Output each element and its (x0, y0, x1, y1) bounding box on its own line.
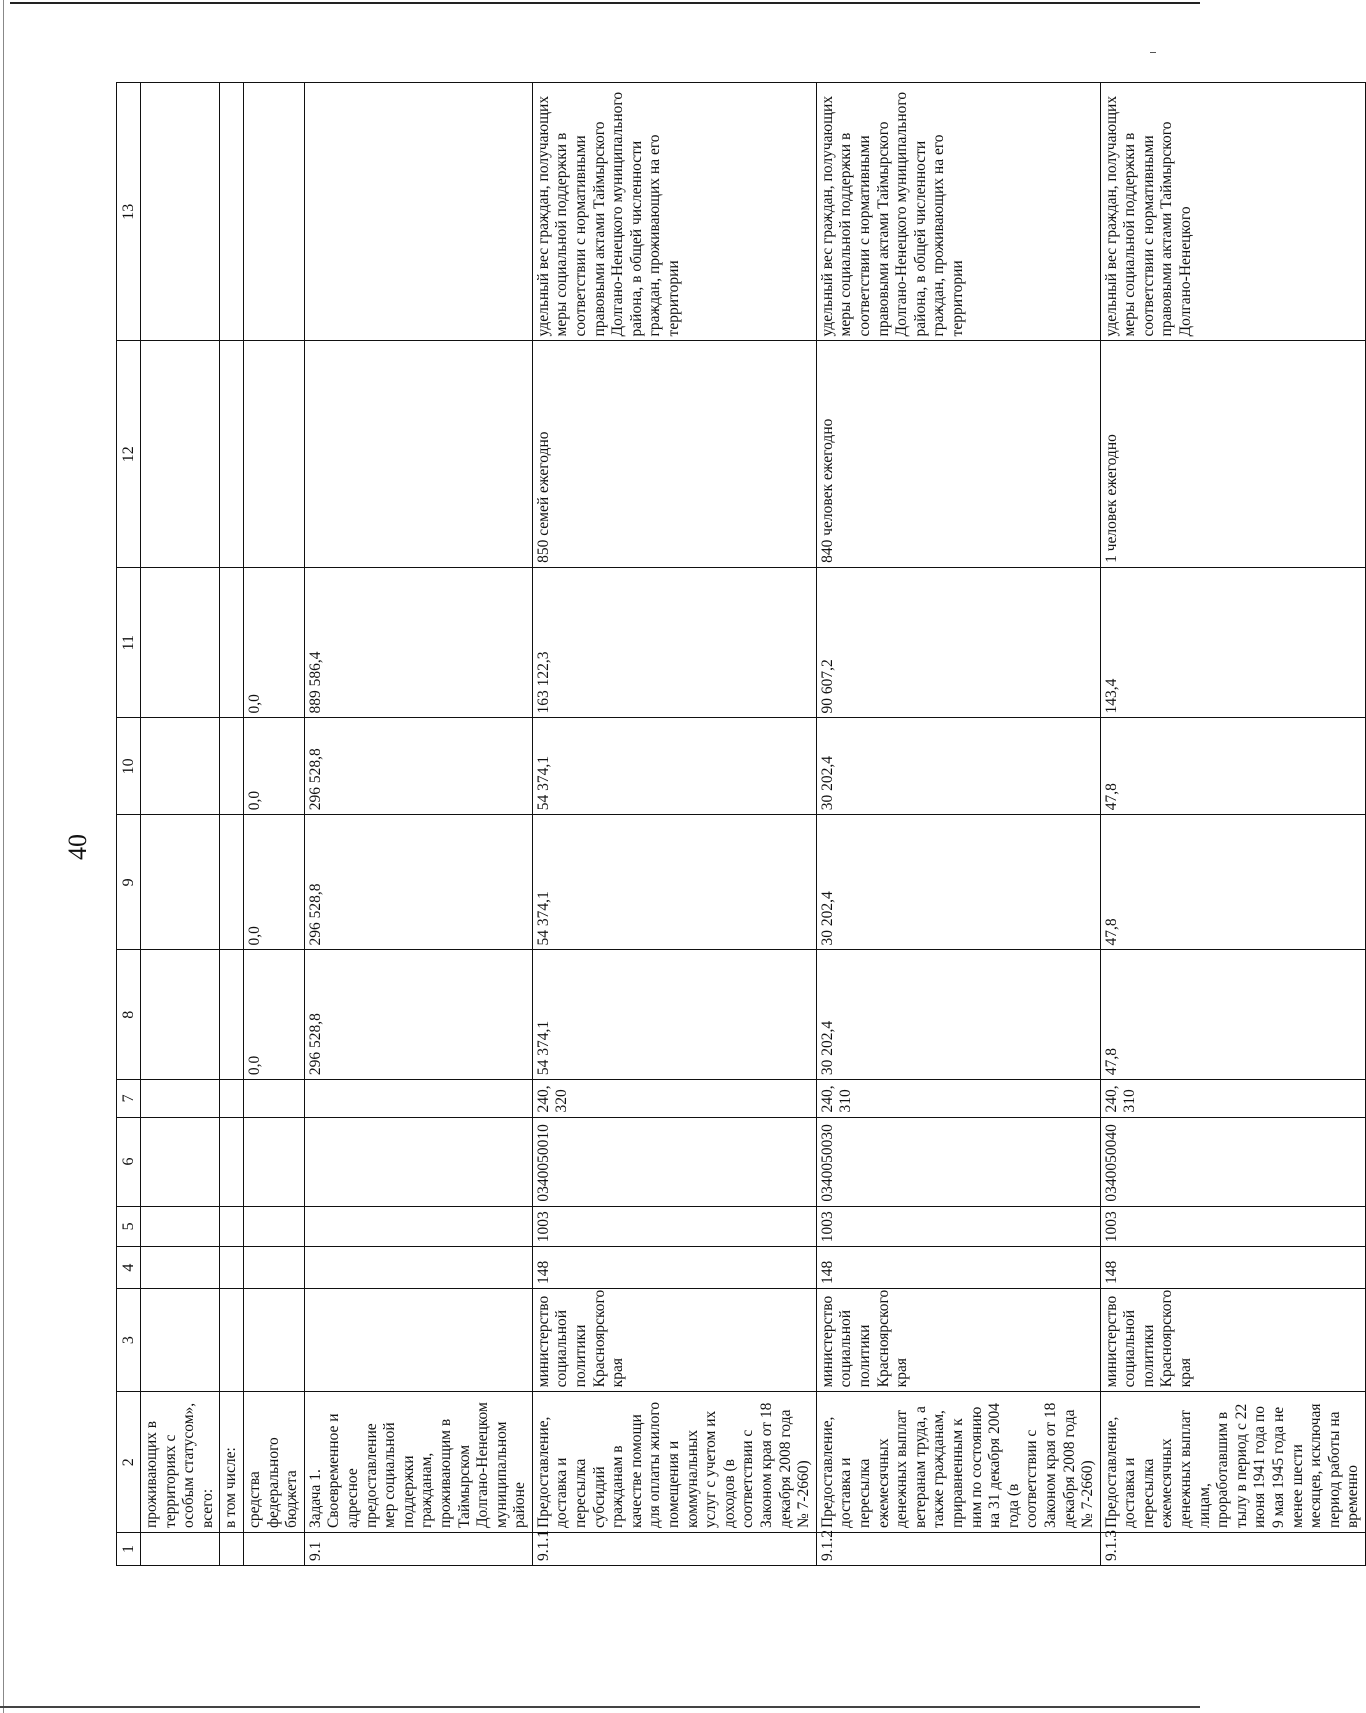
cell-number: 9.1.3 (1100, 1533, 1365, 1566)
table-row (532, 83, 816, 1566)
cell-csr: 0340050030 (816, 1117, 1100, 1206)
cell-value-10 (141, 718, 220, 815)
cell-executor (243, 1289, 304, 1392)
cell-result (220, 341, 244, 567)
cell-value-10: 47,8 (1100, 718, 1365, 815)
cell-value-9: 0,0 (243, 815, 304, 950)
cell-indicator: удельный вес граждан, получающих меры социальной поддержки в соответствии с нормативными правовыми актами Таймырского Долгано-Ненецкого муниципального района, в общей численности граждан, проживающих на его территории (532, 83, 816, 341)
cell-indicator (141, 83, 220, 341)
cell-total: 0,0 (243, 567, 304, 718)
cell-csr: 0340050010 (532, 1117, 816, 1206)
cell-indicator: удельный вес граждан, получающих меры социальной поддержки в соответствии с нормативными правовыми актами Таймырского Долгано-Ненецкого муниципального района, в общей численности граждан, проживающих на его территории (816, 83, 1100, 341)
cell-rzpr (243, 1206, 304, 1247)
cell-value-8: 296 528,8 (304, 950, 532, 1080)
cell-result (243, 341, 304, 567)
header-cell: 5 (117, 1206, 141, 1247)
cell-description: проживающих в территориях с особым статусом», всего: (141, 1392, 220, 1533)
cell-value-9: 30 202,4 (816, 815, 1100, 950)
cell-total: 90 607,2 (816, 567, 1100, 718)
cell-indicator (243, 83, 304, 341)
table-row (816, 83, 1100, 1566)
header-cell: 6 (117, 1117, 141, 1206)
cell-csr (243, 1117, 304, 1206)
rotated-table-container (116, 82, 1362, 1566)
cell-csr: 0340050040 (1100, 1117, 1365, 1206)
cell-vr: 240, 320 (532, 1080, 816, 1117)
cell-vr (220, 1080, 244, 1117)
cell-value-10: 30 202,4 (816, 718, 1100, 815)
page-number: 40 (63, 834, 92, 860)
cell-result: 1 человек ежегодно (1100, 341, 1365, 567)
header-cell: 3 (117, 1289, 141, 1392)
scan-edge-top (10, 2, 1200, 4)
scan-edge-bottom (0, 1706, 1200, 1708)
cell-value-8: 30 202,4 (816, 950, 1100, 1080)
cell-rzpr: 1003 (1100, 1206, 1365, 1247)
cell-rzpr: 1003 (532, 1206, 816, 1247)
header-row (117, 83, 141, 1566)
cell-description: средства федерального бюджета (243, 1392, 304, 1533)
cell-value-10 (220, 718, 244, 815)
header-cell: 10 (117, 718, 141, 815)
cell-value-10: 54 374,1 (532, 718, 816, 815)
header-cell: 1 (117, 1533, 141, 1566)
cell-value-8 (220, 950, 244, 1080)
header-cell: 8 (117, 950, 141, 1080)
cell-rzpr: 1003 (816, 1206, 1100, 1247)
header-cell: 7 (117, 1080, 141, 1117)
cell-total (220, 567, 244, 718)
header-cell: 9 (117, 815, 141, 950)
program-table (116, 82, 1366, 1566)
cell-value-9: 47,8 (1100, 815, 1365, 950)
cell-executor (141, 1289, 220, 1392)
header-cell: 12 (117, 341, 141, 567)
cell-value-8: 47,8 (1100, 950, 1365, 1080)
cell-grbs (220, 1247, 244, 1289)
cell-number (220, 1533, 244, 1566)
cell-executor: министерство социальной политики Красноярского края (1100, 1289, 1365, 1392)
table-row (220, 83, 244, 1566)
cell-description: Предоставление, доставка и пересылка ежемесячных денежных выплат ветеранам труда, а также гражданам, приравненным к ним по состоянию на 31 декабря 2004 года (в соответствии с Законом края от 18 декабря 2008 года № 7-2660) (816, 1392, 1100, 1533)
header-cell: 4 (117, 1247, 141, 1289)
cell-grbs: 148 (1100, 1247, 1365, 1289)
cell-description: Задача 1. Своевременное и адресное предоставление мер социальной поддержки гражданам, проживающим в Таймырском Долгано-Ненецком муниципальном районе (304, 1392, 532, 1533)
cell-indicator: удельный вес граждан, получающих меры социальной поддержки в соответствии с нормативными правовыми актами Таймырского Долгано-Ненецкого (1100, 83, 1365, 341)
cell-rzpr (141, 1206, 220, 1247)
cell-result: 850 семей ежегодно (532, 341, 816, 567)
cell-number: 9.1.2 (816, 1533, 1100, 1566)
cell-total (141, 567, 220, 718)
cell-value-9: 54 374,1 (532, 815, 816, 950)
cell-description: Предоставление, доставка и пересылка ежемесячных денежных выплат лицам, проработавшим в тылу в период с 22 июня 1941 года по 9 мая 1945 года не менее шести месяцев, исключая период работы на временно (1100, 1392, 1365, 1533)
cell-value-8: 54 374,1 (532, 950, 816, 1080)
scan-speck (1150, 52, 1156, 53)
cell-vr: 240, 310 (1100, 1080, 1365, 1117)
cell-grbs: 148 (532, 1247, 816, 1289)
header-cell: 13 (117, 83, 141, 341)
scan-edge-left (3, 0, 4, 1713)
cell-grbs (304, 1247, 532, 1289)
cell-executor (304, 1289, 532, 1392)
cell-value-9: 296 528,8 (304, 815, 532, 950)
cell-value-10: 296 528,8 (304, 718, 532, 815)
cell-vr (304, 1080, 532, 1117)
cell-value-9 (141, 815, 220, 950)
cell-description: Предоставление, доставка и пересылка субсидий гражданам в качестве помощи для оплаты жилого помещения и коммунальных услуг с учетом их доходов (в соответствии с Законом края от 18 декабря 2008 года № 7-2660) (532, 1392, 816, 1533)
cell-indicator (220, 83, 244, 341)
cell-value-9 (220, 815, 244, 950)
header-cell: 11 (117, 567, 141, 718)
cell-value-8 (141, 950, 220, 1080)
cell-number (141, 1533, 220, 1566)
cell-value-8: 0,0 (243, 950, 304, 1080)
cell-rzpr (220, 1206, 244, 1247)
cell-grbs (243, 1247, 304, 1289)
cell-rzpr (304, 1206, 532, 1247)
cell-csr (304, 1117, 532, 1206)
cell-number (243, 1533, 304, 1566)
cell-executor: министерство социальной политики Красноярского края (816, 1289, 1100, 1392)
cell-grbs: 148 (816, 1247, 1100, 1289)
cell-vr (243, 1080, 304, 1117)
cell-csr (220, 1117, 244, 1206)
cell-csr (141, 1117, 220, 1206)
cell-description: в том числе: (220, 1392, 244, 1533)
table-row (141, 83, 220, 1566)
cell-number: 9.1.1 (532, 1533, 816, 1566)
cell-result (141, 341, 220, 567)
header-cell: 2 (117, 1392, 141, 1533)
cell-vr (141, 1080, 220, 1117)
cell-executor (220, 1289, 244, 1392)
table-row (243, 83, 304, 1566)
table-row (1100, 83, 1365, 1566)
cell-result: 840 человек ежегодно (816, 341, 1100, 567)
cell-indicator (304, 83, 532, 341)
cell-result (304, 341, 532, 567)
cell-total: 143,4 (1100, 567, 1365, 718)
cell-total: 163 122,3 (532, 567, 816, 718)
cell-grbs (141, 1247, 220, 1289)
cell-value-10: 0,0 (243, 718, 304, 815)
cell-number: 9.1 (304, 1533, 532, 1566)
cell-executor: министерство социальной политики Красноярского края (532, 1289, 816, 1392)
table-row (304, 83, 532, 1566)
cell-total: 889 586,4 (304, 567, 532, 718)
cell-vr: 240, 310 (816, 1080, 1100, 1117)
